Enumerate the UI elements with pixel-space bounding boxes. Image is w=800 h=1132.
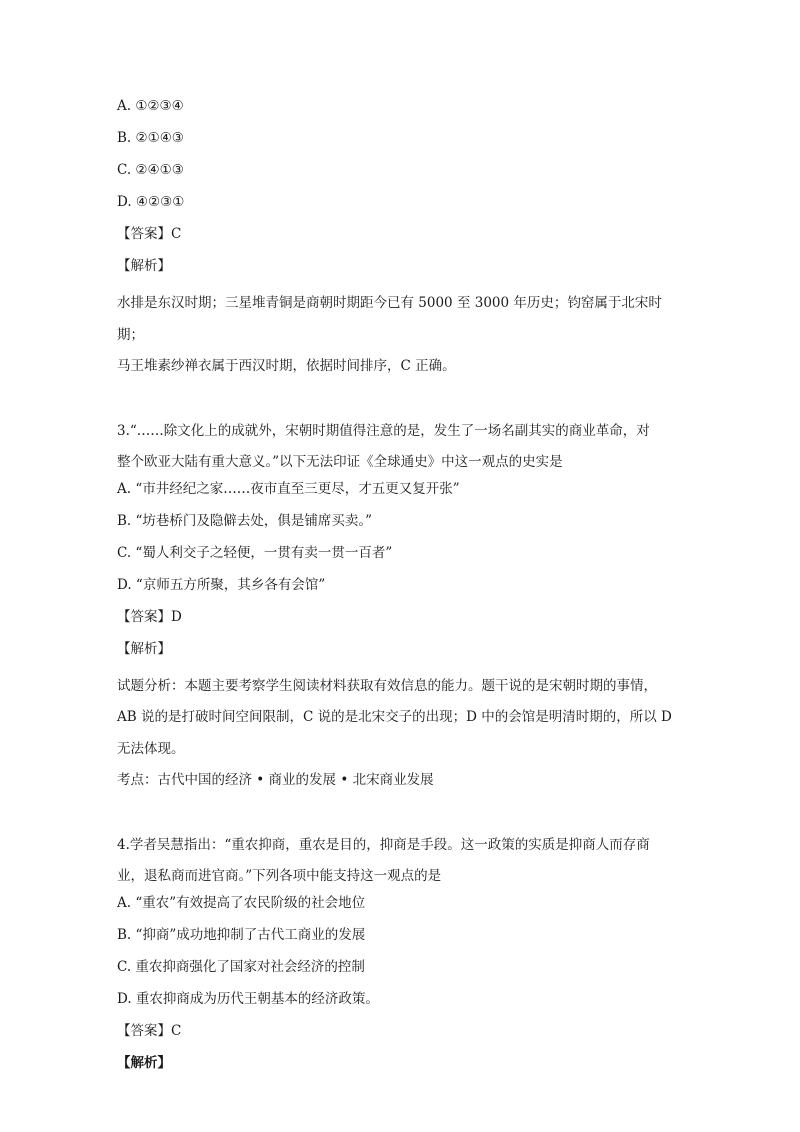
- question-4: [117, 830, 683, 1085]
- q2-analysis-label: 【解析】: [117, 258, 171, 274]
- q2-option-d: D. ④②③①: [117, 194, 185, 210]
- q3-analysis-line-2: AB 说的是打破时间空间限制，C 说的是北宋交子的出现；D 中的会馆是明清时期的，所以 D: [117, 709, 672, 725]
- q4-option-a: A. “重农”有效提高了农民阶级的社会地位: [117, 894, 366, 911]
- q3-kaodian: 考点：古代中国的经济 • 商业的发展 • 北宋商业发展: [117, 772, 434, 788]
- q3-stem-line-2: 整个欧亚大陆有重大意义。”以下无法印证《全球通史》中这一观点的史实是: [117, 454, 563, 470]
- q3-option-c: C. “蜀人利交子之轻便，一贯有卖一贯一百者”: [117, 544, 393, 561]
- question-2: [117, 96, 683, 383]
- q4-option-d: D. 重农抑商成为历代王朝基本的经济政策。: [117, 990, 379, 1007]
- q3-analysis-line-1: 试题分析：本题主要考察学生阅读材料获取有效信息的能力。题干说的是宋朝时期的事情，: [117, 677, 657, 694]
- q3-option-a: A. “市井经纪之家……夜市直至三更尽，才五更又复开张”: [117, 480, 460, 497]
- question-3: [117, 416, 683, 797]
- q3-option-d: D. “京师五方所聚，其乡各有会馆”: [117, 576, 326, 593]
- q3-analysis-label: 【解析】: [117, 640, 171, 657]
- q4-analysis-label: 【解析】: [117, 1054, 171, 1071]
- q2-answer: 【答案】C: [117, 226, 182, 242]
- document-page: [117, 96, 683, 1085]
- q3-stem-line-1: 3.“……除文化上的成就外，宋朝时期值得注意的是，发生了一场名副其实的商业革命，对: [117, 422, 650, 439]
- q4-stem-line-2: 业，退私商而进官商。”下列各项中能支持这一观点的是: [117, 868, 442, 884]
- q2-option-a: A. ①②③④: [117, 98, 184, 114]
- q3-answer: 【答案】D: [117, 608, 182, 625]
- q2-analysis-line-2: 马王堆素纱禅衣属于西汉时期，依据时间排序，C 正确。: [117, 358, 456, 374]
- q4-option-c: C. 重农抑商强化了国家对社会经济的控制: [117, 958, 365, 975]
- q2-option-b: B. ②①④③: [117, 130, 184, 146]
- q2-analysis-line-1: 水排是东汉时期；三星堆青铜是商朝时期距今已有 5000 至 3000 年历史；钧窑属于北宋时期；: [117, 295, 662, 343]
- q4-answer: 【答案】C: [117, 1022, 182, 1039]
- q3-option-b: B. “坊巷桥门及隐僻去处，俱是铺席买卖。”: [117, 512, 373, 529]
- q3-analysis-line-3: 无法体现。: [117, 740, 185, 757]
- q4-stem-line-1: 4.学者吴慧指出：“重农抑商，重农是目的，抑商是手段。这一政策的实质是抑商人而存商: [117, 836, 650, 853]
- q2-option-c: C. ②④①③: [117, 162, 184, 178]
- q4-option-b: B. “抑商”成功地抑制了古代工商业的发展: [117, 926, 366, 943]
